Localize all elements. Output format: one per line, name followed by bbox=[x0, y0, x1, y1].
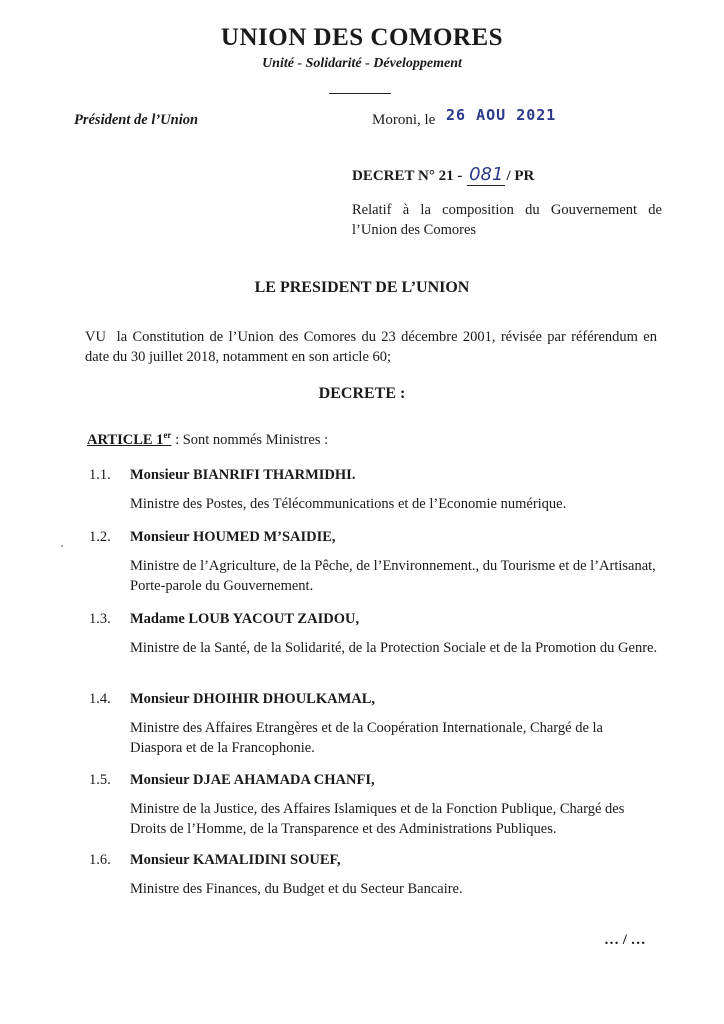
decree-number-line bbox=[352, 164, 534, 186]
minister-role: Ministre des Finances, du Budget et du Secteur Bancaire. bbox=[130, 881, 463, 897]
minister-name: Monsieur KAMALIDINI SOUEF, bbox=[130, 852, 341, 868]
article-label-text: ARTICLE 1 bbox=[87, 431, 164, 448]
item-number: 1.3. bbox=[89, 611, 111, 627]
minister-name: Monsieur DHOIHIR DHOULKAMAL, bbox=[130, 691, 376, 707]
minister-name: Monsieur BIANRIFI THARMIDHI. bbox=[130, 467, 356, 483]
decrete-heading: DECRETE : bbox=[318, 385, 406, 402]
article-text: : Sont nommés Ministres : bbox=[171, 431, 329, 448]
item-number: 1.5. bbox=[89, 772, 111, 788]
vu-clause-text bbox=[85, 327, 657, 367]
continuation-mark: … / … bbox=[604, 932, 646, 948]
decree-prefix: DECRET N° 21 - bbox=[352, 168, 463, 184]
title-divider bbox=[329, 93, 391, 94]
national-motto: Unité - Solidarité - Développement bbox=[262, 56, 462, 71]
item-number: 1.1. bbox=[89, 467, 111, 483]
vu-label: VU bbox=[85, 329, 106, 345]
minister-role: Ministre de l’Agriculture, de la Pêche, de l’Environnement., du Tourisme et de l’Artisanat, Porte-parole du Gouvernement. bbox=[130, 558, 656, 594]
minister-name: Madame LOUB YACOUT ZAIDOU, bbox=[130, 611, 360, 627]
minister-role: Ministre des Affaires Etrangères et de la Coopération Internationale, Chargé de la Diaspora et de la Francophonie. bbox=[130, 720, 603, 756]
decree-subject: Relatif à la composition du Gouvernement de l’Union des Comores bbox=[352, 202, 662, 238]
scan-speck bbox=[61, 545, 63, 547]
date-stamp: 26 AOU 2021 bbox=[446, 106, 557, 124]
article-label-sup: er bbox=[163, 430, 172, 440]
vu-clause bbox=[85, 327, 657, 367]
vu-body: la Constitution de l’Union des Comores du 23 décembre 2001, révisée par référendum en date du 30 juillet 2018, notamment en son article 60; bbox=[85, 329, 657, 365]
minister-role: Ministre de la Santé, de la Solidarité, de la Protection Sociale et de la Promotion du Genre. bbox=[130, 640, 658, 656]
minister-name: Monsieur DJAE AHAMADA CHANFI, bbox=[130, 772, 375, 788]
decree-handwritten-number: 081 bbox=[469, 164, 504, 185]
section-heading: LE PRESIDENT DE L’UNION bbox=[254, 279, 470, 296]
item-number: 1.2. bbox=[89, 529, 111, 545]
place-label: Moroni, le bbox=[372, 112, 436, 128]
minister-role: Ministre de la Justice, des Affaires Islamiques et de la Fonction Publique, Chargé des Droits de l’Homme, de la Transparence et des Administrations Publiques. bbox=[130, 801, 625, 837]
article-heading bbox=[87, 430, 328, 449]
document-title: UNION DES COMORES bbox=[220, 24, 504, 51]
item-number: 1.4. bbox=[89, 691, 111, 707]
minister-role: Ministre des Postes, des Télécommunications et de l’Economie numérique. bbox=[130, 496, 567, 512]
article-label bbox=[87, 432, 171, 448]
issuer-label: Président de l’Union bbox=[74, 112, 199, 128]
item-number: 1.6. bbox=[89, 852, 111, 868]
decree-suffix: / PR bbox=[506, 168, 535, 184]
minister-name: Monsieur HOUMED M’SAIDIE, bbox=[130, 529, 336, 545]
